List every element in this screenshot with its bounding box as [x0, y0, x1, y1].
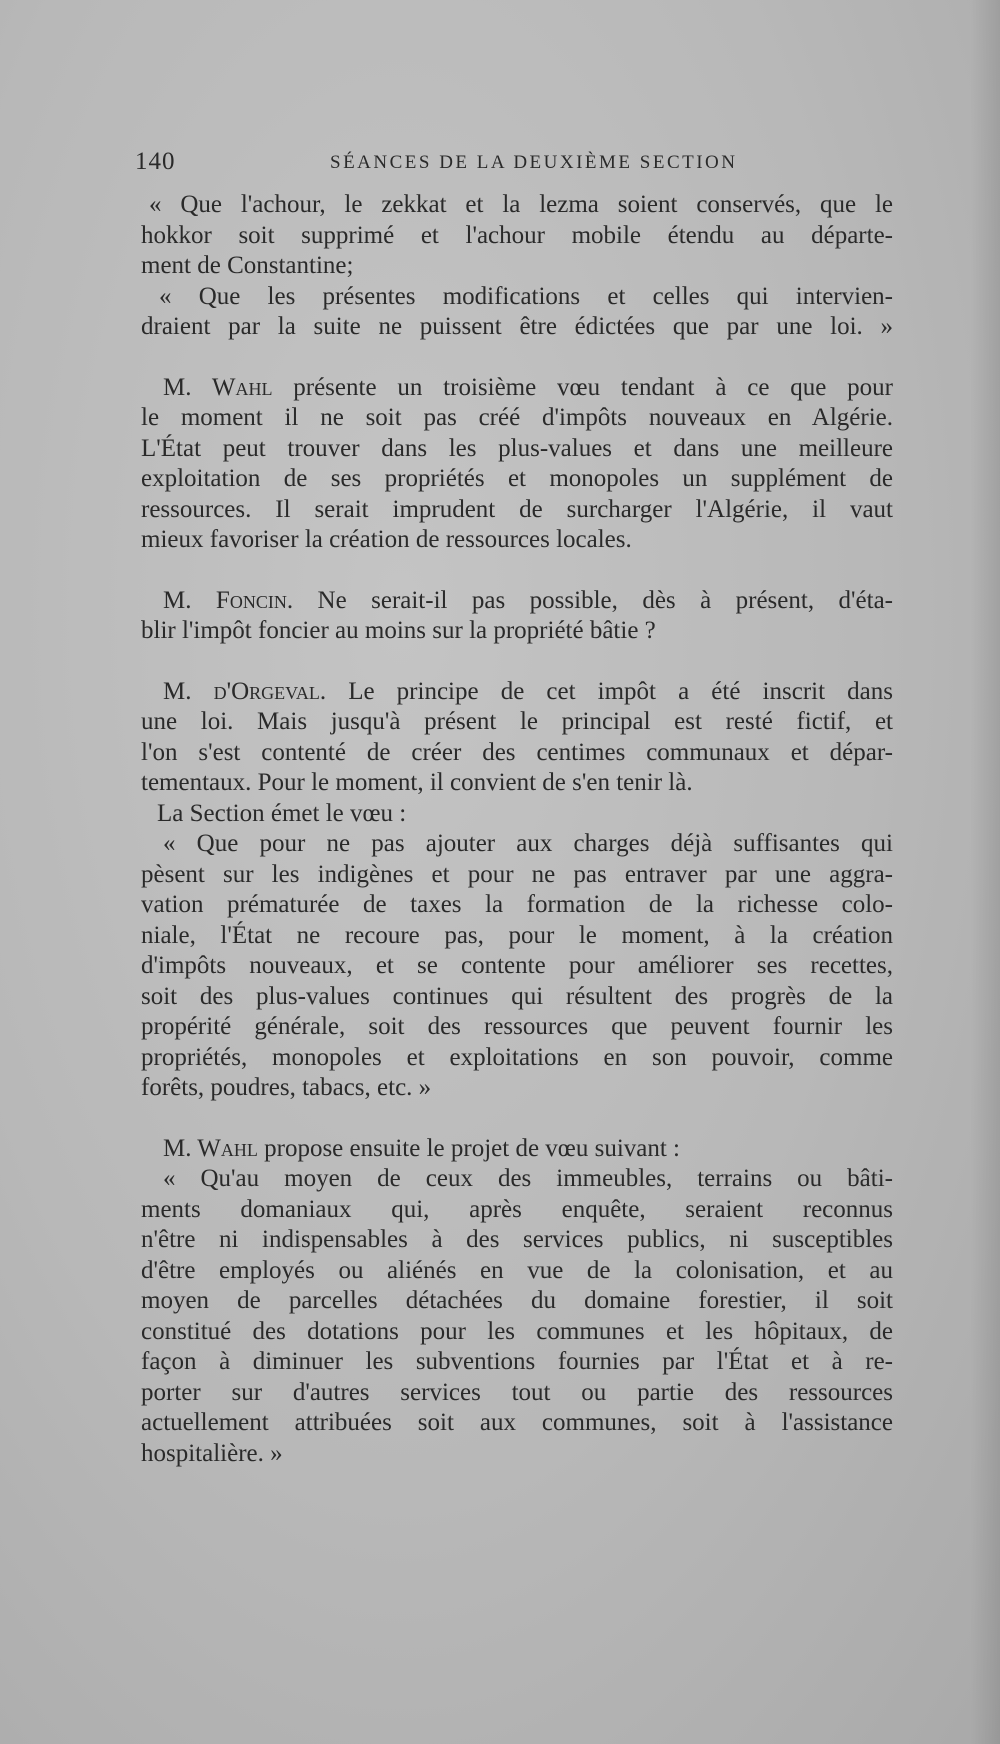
text-line: soit des plus-values continues qui résultent des progrès de la: [141, 982, 893, 1010]
text-line: niale, l'État ne recoure pas, pour le moment, à la création: [141, 921, 893, 949]
paragraph: [141, 829, 893, 1104]
text-line: [141, 677, 893, 708]
text-line: mieux favoriser la création de ressources locales.: [141, 526, 632, 553]
text-line: une loi. Mais jusqu'à présent le principal est resté fictif, et: [141, 708, 893, 735]
text-line: La Section émet le vœu :: [157, 799, 407, 827]
text-line: porter sur d'autres services tout ou partie des ressources: [141, 1378, 893, 1406]
paragraph-gap: [141, 647, 893, 677]
paragraph: [141, 373, 893, 556]
text-line: ment de Constantine;: [141, 252, 354, 279]
paragraph: [141, 190, 893, 282]
text-line: draient par la suite ne puissent être édictées que par une loi. »: [141, 313, 893, 340]
paragraph: [141, 1164, 893, 1469]
text-line: actuellement attribuées soit aux communes, soit à l'assistance: [141, 1409, 893, 1436]
speaker-name: M. Wahl: [163, 1134, 258, 1162]
text-line: « Qu'au moyen de ceux des immeubles, terrains ou bâti-: [163, 1165, 893, 1192]
text-line: n'être ni indispensables à des services publics, ni susceptibles: [141, 1226, 893, 1253]
text-line: [141, 586, 893, 617]
text-run: propose ensuite le projet de vœu suivant :: [257, 1134, 681, 1162]
text-line: blir l'impôt foncier au moins sur la propriété bâtie ?: [141, 617, 656, 644]
text-line: exploitation de ses propriétés et monopoles un supplément de: [141, 465, 893, 492]
text-line: ressources. Il serait imprudent de surcharger l'Algérie, il vaut: [141, 495, 893, 523]
text-line: [141, 373, 893, 404]
paragraph-gap: [141, 556, 893, 586]
page-header: [135, 148, 885, 188]
text-line: propérité générale, soit des ressources que peuvent fournir les: [141, 1013, 893, 1040]
text-line: le moment il ne soit pas créé d'impôts nouveaux en Algérie.: [141, 404, 893, 431]
paragraph: [141, 1134, 893, 1165]
paragraph-gap: [141, 1104, 893, 1134]
text-line: vation prématurée de taxes la formation de la richesse colo-: [141, 891, 893, 918]
text-line: l'on s'est contenté de créer des centimes communaux et dépar-: [141, 738, 893, 766]
text-line: L'État peut trouver dans les plus-values et dans une meilleure: [141, 434, 893, 462]
paragraph-gap: [141, 343, 893, 373]
paragraph: [141, 282, 893, 343]
text-line: façon à diminuer les subventions fournies par l'État et à re-: [141, 1348, 893, 1375]
paragraph: [141, 586, 893, 647]
text-run: . Le principe de cet impôt a été inscrit dans: [319, 677, 893, 705]
text-line: moyen de parcelles détachées du domaine forestier, il soit: [141, 1287, 893, 1314]
text-line: [141, 1134, 893, 1165]
speaker-name: M. d'Orgeval: [163, 677, 320, 705]
speaker-name: M. Foncin: [163, 586, 287, 614]
speaker-name: M. Wahl: [163, 373, 273, 401]
text-line: hokkor soit supprimé et l'achour mobile étendu au départe-: [141, 221, 893, 249]
text-line: pèsent sur les indigènes et pour ne pas entraver par une aggra-: [141, 860, 893, 888]
running-head: SÉANCES DE LA DEUXIÈME SECTION: [330, 152, 738, 173]
text-line: hospitalière. »: [141, 1439, 283, 1467]
body-text: [141, 190, 893, 1469]
text-line: d'être employés ou aliénés en vue de la colonisation, et au: [141, 1256, 893, 1284]
text-line: « Que les présentes modifications et celles qui intervien-: [159, 282, 893, 310]
text-run: présente un troisième vœu tendant à ce que pour: [272, 373, 893, 401]
text-line: « Que l'achour, le zekkat et la lezma soient conservés, que le: [149, 191, 893, 218]
text-line: d'impôts nouveaux, et se contente pour améliorer ses recettes,: [141, 952, 893, 979]
text-line: « Que pour ne pas ajouter aux charges déjà suffisantes qui: [163, 830, 893, 857]
text-line: forêts, poudres, tabacs, etc. »: [141, 1074, 432, 1101]
text-line: propriétés, monopoles et exploitations en son pouvoir, comme: [141, 1043, 893, 1071]
paragraph: [141, 799, 893, 830]
page-edge-shadow: [970, 0, 1000, 1744]
paragraph: [141, 677, 893, 799]
text-run: . Ne serait-il pas possible, dès à présent, d'éta-: [286, 586, 893, 614]
text-line: ments domaniaux qui, après enquête, seraient reconnus: [141, 1195, 893, 1223]
text-line: constitué des dotations pour les communes et les hôpitaux, de: [141, 1317, 893, 1345]
page-number: 140: [135, 148, 176, 175]
text-line: tementaux. Pour le moment, il convient de s'en tenir là.: [141, 769, 693, 796]
